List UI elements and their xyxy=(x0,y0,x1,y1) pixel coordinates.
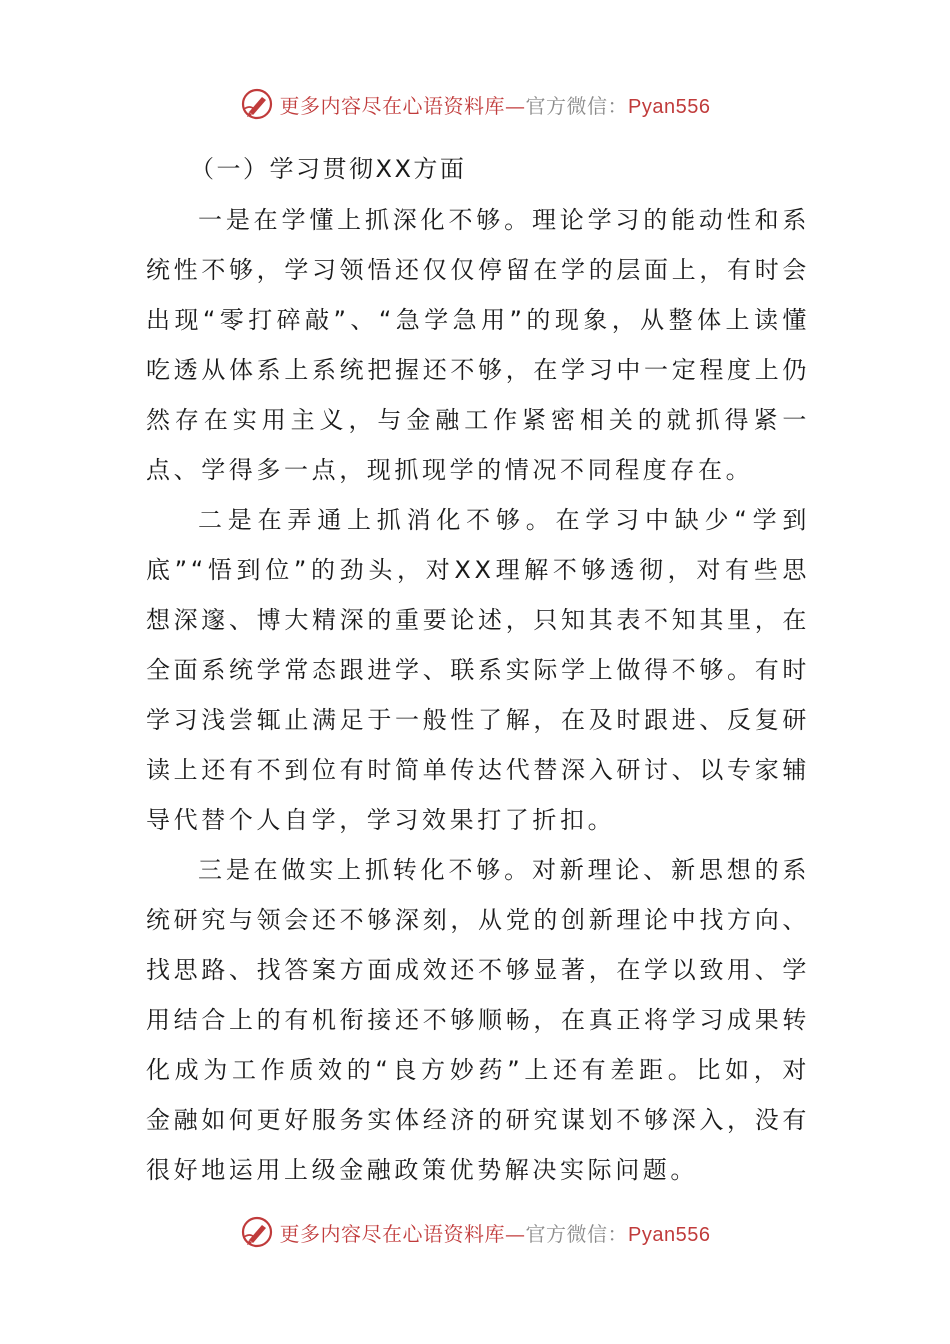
watermark-label: 官方微信： xyxy=(525,1221,629,1246)
watermark-main: 更多内容尽在心语资料库 xyxy=(279,93,506,118)
watermark-wechat-id: Pyan556 xyxy=(628,95,711,118)
watermark-text xyxy=(280,1218,711,1247)
watermark-wechat-id: Pyan556 xyxy=(628,1223,711,1246)
paragraph-2: 二是在弄通上抓消化不够。在学习中缺少“学到底”“悟到位”的劲头，对XX理解不够透彻，对有些思想深邃、博大精深的重要论述，只知其表不知其里，在全面系统学常态跟进学、联系实际学上做得不够。有时学习浅尝辄止满足于一般性了解，在及时跟进、反复研读上还有不到位有时简单传达代替深入研讨、以专家辅导代替个人自学，学习效果打了折扣。 xyxy=(146,506,810,834)
watermark-label: 官方微信： xyxy=(525,93,629,118)
pen-nib-logo-icon xyxy=(240,87,274,121)
document-body xyxy=(146,145,810,1195)
watermark-dash: — xyxy=(505,1221,526,1246)
watermark-inner xyxy=(240,87,711,121)
watermark-dash: — xyxy=(505,93,526,118)
pen-nib-logo-icon xyxy=(240,1215,274,1249)
paragraph-1: 一是在学懂上抓深化不够。理论学习的能动性和系统性不够，学习领悟还仅仅停留在学的层面上，有时会出现“零打碎敲”、“急学急用”的现象，从整体上读懂吃透从体系上系统把握还不够，在学习中一定程度上仍然存在实用主义，与金融工作紧密相关的就抓得紧一点、学得多一点，现抓现学的情况不同程度存在。 xyxy=(146,206,810,484)
watermark-main: 更多内容尽在心语资料库 xyxy=(279,1221,506,1246)
watermark-text xyxy=(280,90,711,119)
watermark-header xyxy=(0,84,950,124)
paragraph-3: 三是在做实上抓转化不够。对新理论、新思想的系统研究与领会还不够深刻，从党的创新理论中找方向、找思路、找答案方面成效还不够显著，在学以致用、学用结合上的有机衔接还不够顺畅，在真正将学习成果转化成为工作质效的“良方妙药”上还有差距。比如，对金融如何更好服务实体经济的研究谋划不够深入，没有很好地运用上级金融政策优势解决实际问题。 xyxy=(146,856,810,1184)
watermark-footer xyxy=(0,1212,950,1252)
section-heading: （一）学习贯彻XX方面 xyxy=(190,155,467,183)
watermark-inner xyxy=(240,1215,711,1249)
